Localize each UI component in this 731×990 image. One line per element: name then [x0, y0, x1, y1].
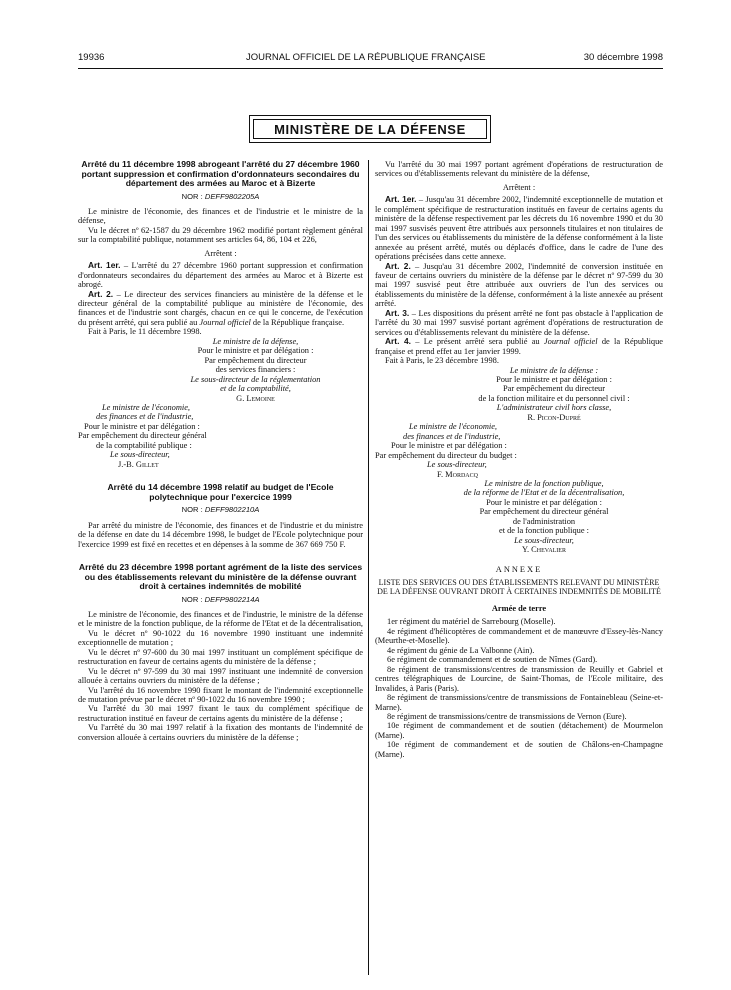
running-header [78, 52, 663, 66]
decree-2-nor: NOR : DEFF9802210A [181, 505, 260, 515]
decree-1-arretent: Arrêtent : [204, 248, 237, 258]
annex-subtitle: LISTE DES SERVICES OU DES ÉTABLISSEMENTS RELEVANT DU MINISTÈRE DE LA DÉFENSE OUVRANT DROIT À CERTAINES INDEMNITÉS DE MOBILITÉ [377, 578, 661, 597]
decree-3-para: Le ministre de l'économie, des finances et de l'industrie, le ministre de la défense et le ministre de la fonction publique, de la réforme de l'Etat et de la décentralisation, [78, 609, 363, 629]
column-separator [368, 160, 369, 975]
right-column [375, 160, 663, 759]
decree-3-signature-public-service: Le ministre de la fonction publique, de la réforme de l'Etat et de la décentralisation, Pour le ministre et par délégation : Par empêchement du directeur général de l'administration et de la fonction publique : Le sous-directeur, Y. Chevalier [375, 479, 663, 555]
decree-1-article-2: Art. 2. – Le directeur des services financiers au ministère de la défense et le directeur général de la comptabilité publique au ministère de l'économie, des finances et de l'industrie sont chargés, chacun en ce qui le concerne, de l'exécution du présent arrêté, qui sera publié au Journal officiel de la République française. [78, 288, 363, 327]
annex-title: ANNEXE [495, 564, 543, 574]
decree-1 [78, 160, 363, 469]
page-number: 19936 [78, 52, 105, 63]
decree-1-para: Le ministre de l'économie, des finances et de l'industrie et le ministre de la défense, [78, 206, 363, 226]
decree-3-para: Vu le décret nº 97-599 du 30 mai 1997 instituant une indemnité de conversion allouée à certains ouvriers du ministère de la défense ; [78, 666, 363, 686]
decree-1-para: Vu le décret nº 62-1587 du 29 décembre 1962 modifié portant règlement général sur la comptabilité publique, notamment ses articles 64, 86, 104 et 226, [78, 225, 363, 245]
list-item: 8e régiment de transmissions/centre de transmissions de Fontainebleau (Seine-et-Marne). [375, 693, 663, 712]
journal-title: JOURNAL OFFICIEL DE LA RÉPUBLIQUE FRANÇAISE [246, 52, 486, 63]
decree-3-signature-defense: Le ministre de la défense : Pour le ministre et par délégation : Par empêchement du directeur de la fonction militaire et du personnel civil : L'administrateur civil hors classe, R. Picon-Dupré [375, 366, 663, 423]
decree-2-para: Par arrêté du ministre de l'économie, des finances et de l'industrie et du ministre de la défense en date du 14 décembre 1998, le budget de l'Ecole polytechnique pour l'exercice 1999 est fixé en recettes et en dépenses à la somme de 367 669 750 F. [78, 520, 363, 549]
decree-3-arretent: Arrêtent : [502, 182, 536, 192]
decree-3-article-4: Art. 4. – Le présent arrêté sera publié au Journal officiel de la République française et prend effet au 1er janvier 1999. [375, 336, 663, 356]
decree-3-para: Vu l'arrêté du 30 mai 1997 relatif à la fixation des montants de l'indemnité de conversion allouée à certains ouvriers du ministère de la défense ; [78, 723, 363, 742]
decree-3-para: Vu l'arrêté du 30 mai 1997 fixant le taux du complément spécifique de restructuration institué en faveur de certains agents du ministère de la défense ; [78, 704, 363, 723]
decree-1-nor: NOR : DEFF9802205A [181, 191, 260, 201]
decree-3-signed-at: Fait à Paris, le 23 décembre 1998. [385, 356, 499, 366]
decree-1-signed-at: Fait à Paris, le 11 décembre 1998. [88, 327, 202, 337]
decree-3-nor: NOR : DEFP9802214A [181, 594, 260, 604]
list-item: 4e régiment d'hélicoptères de commandement et de manœuvre d'Essey-lès-Nancy (Meurthe-et-Moselle). [375, 626, 663, 646]
unit-list [375, 617, 663, 759]
decree-1-article-1: Art. 1er. – L'arrêté du 27 décembre 1960 portant suppression et confirmation d'ordonnateurs secondaires du département des armées au Maroc et à Bizerte est abrogé. [78, 260, 363, 290]
decree-1-nor-code: DEFF9802205A [204, 191, 260, 201]
decree-3-para: Vu le décret nº 97-600 du 30 mai 1997 instituant un complément spécifique de restructuration en faveur de certains agents du ministère de la défense ; [78, 647, 363, 667]
left-column [78, 160, 363, 742]
decree-3-para: Vu l'arrêté du 30 mai 1997 portant agrément d'opérations de restructuration de services ou d'établissements relevant du ministère de la défense, [375, 160, 663, 179]
list-item: 8e régiment de transmissions/centres de transmission de Reuilly et Gabriel et centres télégraphiques de Lourcine, de Saint-Thomas, de l'Ecole militaire, des Invalides, à Paris (Paris). [375, 664, 663, 693]
section-title-box [249, 115, 491, 143]
list-item: 10e régiment de commandement et de soutien de Châlons-en-Champagne (Marne). [375, 740, 663, 759]
decree-3 [78, 563, 363, 742]
decree-3-article-3: Art. 3. – Les dispositions du présent arrêté ne font pas obstacle à l'application de l'arrêté du 30 mai 1997 susvisé portant agrément d'opérations de restructuration de services ou d'établissements relevant du ministère de la défense. [375, 307, 663, 337]
decree-3-article-1: Art. 1er. – Jusqu'au 31 décembre 2002, l'indemnité exceptionnelle de mutation et le complément spécifique de restructuration institués en faveur de certains agents du ministère de la défense respectivement par les décrets du 16 novembre 1990 et du 30 mai 1997 susvisés peuvent être attribués aux personnels titulaires et non titulaires de l'un des services ou établissements du ministère de la défense conformément à la liste annexée au présent arrêté, mutés ou déplacés d'office, dans le cadre de l'une des opérations précisées dans cette annexe. [375, 194, 663, 262]
signatory-name: F. Mordacq [437, 469, 478, 479]
header-rule [78, 68, 663, 69]
list-item: 8e régiment de transmissions/centre de transmissions de Vernon (Eure). [387, 712, 627, 722]
decree-3-nor-code: DEFP9802214A [204, 594, 260, 604]
list-item: 1er régiment du matériel de Sarrebourg (Moselle). [387, 617, 556, 627]
army-heading: Armée de terre [491, 604, 547, 614]
decree-2 [78, 483, 363, 549]
decree-1-title: Arrêté du 11 décembre 1998 abrogeant l'arrêté du 27 décembre 1960 portant suppression et confirmation d'ordonnateurs secondaires du département des armées au Maroc et à Bizerte [81, 159, 360, 188]
decree-1-signature-defense: Le ministre de la défense, Pour le ministre et par délégation : Par empêchement du directeur des services financiers : Le sous-directeur de la réglementation et de la comptabilité, G. Lemoine [78, 337, 363, 403]
decree-3-article-2: Art. 2. – Jusqu'au 31 décembre 2002, l'indemnité de conversion instituée en faveur de certains ouvriers du ministère de la défense par le décret nº 97-599 du 30 mai 1997 susvisé peut être attribuée aux ouvriers de l'un des services ou établissements du ministère de la défense, conformément à la liste annexée au présent arrêté. [375, 260, 663, 309]
list-item: 4e régiment du génie de La Valbonne (Ain). [387, 645, 535, 655]
signatory-name: Y. Chevalier [522, 545, 566, 555]
decree-2-title: Arrêté du 14 décembre 1998 relatif au budget de l'Ecole polytechnique pour l'exercice 1999 [107, 482, 334, 502]
section-title: MINISTÈRE DE LA DÉFENSE [253, 119, 487, 139]
decree-3-para: Vu l'arrêté du 16 novembre 1990 fixant le montant de l'indemnité exceptionnelle de mutation prévue par le décret nº 90-1022 du 16 novembre 1990 ; [78, 685, 363, 705]
decree-3-signature-economy: Le ministre de l'économie, des finances et de l'industrie, Pour le ministre et par délégation : Par empêchement du directeur du budget : Le sous-directeur, F. Mordacq [375, 422, 663, 479]
signatory-name: G. Lemoine [236, 393, 275, 403]
issue-date: 30 décembre 1998 [583, 52, 663, 63]
decree-3-title: Arrêté du 23 décembre 1998 portant agrément de la liste des services ou des établissements relevant du ministère de la défense ouvrant droit à certaines indemnités de mobilité [78, 562, 363, 591]
list-item: 6e régiment de commandement et de soutien de Nîmes (Gard). [387, 655, 598, 665]
signatory-name: R. Picon-Dupré [527, 412, 581, 422]
list-item: 10e régiment de commandement et de soutien (détachement) de Mourmelon (Marne). [375, 721, 663, 740]
decree-2-nor-code: DEFF9802210A [204, 505, 260, 515]
decree-1-signature-economy: Le ministre de l'économie, des finances et de l'industrie, Pour le ministre et par délégation : Par empêchement du directeur général de la comptabilité publique : Le sous-directeur, J.-B. Gillet [78, 403, 363, 469]
signatory-name: J.-B. Gillet [118, 459, 159, 469]
decree-3-para: Vu le décret nº 90-1022 du 16 novembre 1990 instituant une indemnité exceptionnelle de mutation ; [78, 628, 363, 648]
